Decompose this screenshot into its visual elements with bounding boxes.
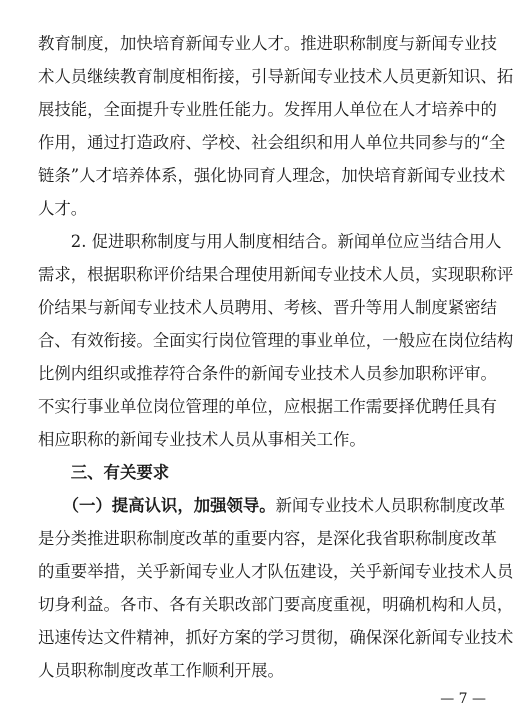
body-line: 是分类推进职称制度改革的重要内容，是深化我省职称制度改革 [38, 529, 497, 548]
body-line: 合、有效衔接。全面实行岗位管理的事业单位，一般应在岗位结构 [38, 331, 514, 350]
body-line: 不实行事业单位岗位管理的单位，应根据工作需要择优聘任具有 [38, 397, 497, 416]
body-line: 切身利益。各市、各有关职改部门要高度重视，明确机构和人员， [38, 595, 514, 614]
page-number: — 7 — [440, 691, 486, 707]
body-line: 术人员继续教育制度相衔接，引导新闻专业技术人员更新知识、拓 [38, 67, 514, 86]
body-line: 迅速传达文件精神，抓好方案的学习贯彻，确保深化新闻专业技术 [38, 628, 514, 647]
body-line: 人员职称制度改革工作顺利开展。 [38, 661, 284, 680]
numbered-item-line: 2. 促进职称制度与用人制度相结合。新闻单位应当结合用人 [38, 232, 502, 251]
body-line: 需求，根据职称评价结果合理使用新闻专业技术人员，实现职称评 [38, 265, 514, 284]
body-line: 教育制度，加快培育新闻专业人才。推进职称制度与新闻专业技 [38, 34, 497, 53]
subsection-title: （一）提高认识，加强领导。 [38, 496, 276, 515]
body-line: 作用，通过打造政府、学校、社会组织和用人单位共同参与的“全 [38, 133, 506, 152]
body-line: 价结果与新闻专业技术人员聘用、考核、晋升等用人制度紧密结 [38, 298, 497, 317]
body-line: 人才。 [38, 199, 88, 218]
body-line: 的重要举措，关乎新闻专业人才队伍建设，关乎新闻专业技术人员 [38, 562, 514, 581]
body-line: 比例内组织或推荐符合条件的新闻专业技术人员参加职称评审。 [38, 364, 497, 383]
subsection-line [38, 496, 506, 516]
subsection-text: 新闻专业技术人员职称制度改革 [275, 496, 506, 515]
body-line: 链条”人才培养体系，强化协同育人理念，加快培育新闻专业技术 [38, 166, 506, 185]
body-line: 展技能，全面提升专业胜任能力。发挥用人单位在人才培养中的 [38, 100, 497, 119]
body-line: 相应职称的新闻专业技术人员从事相关工作。 [38, 430, 366, 449]
section-heading: 三、有关要求 [38, 463, 170, 482]
